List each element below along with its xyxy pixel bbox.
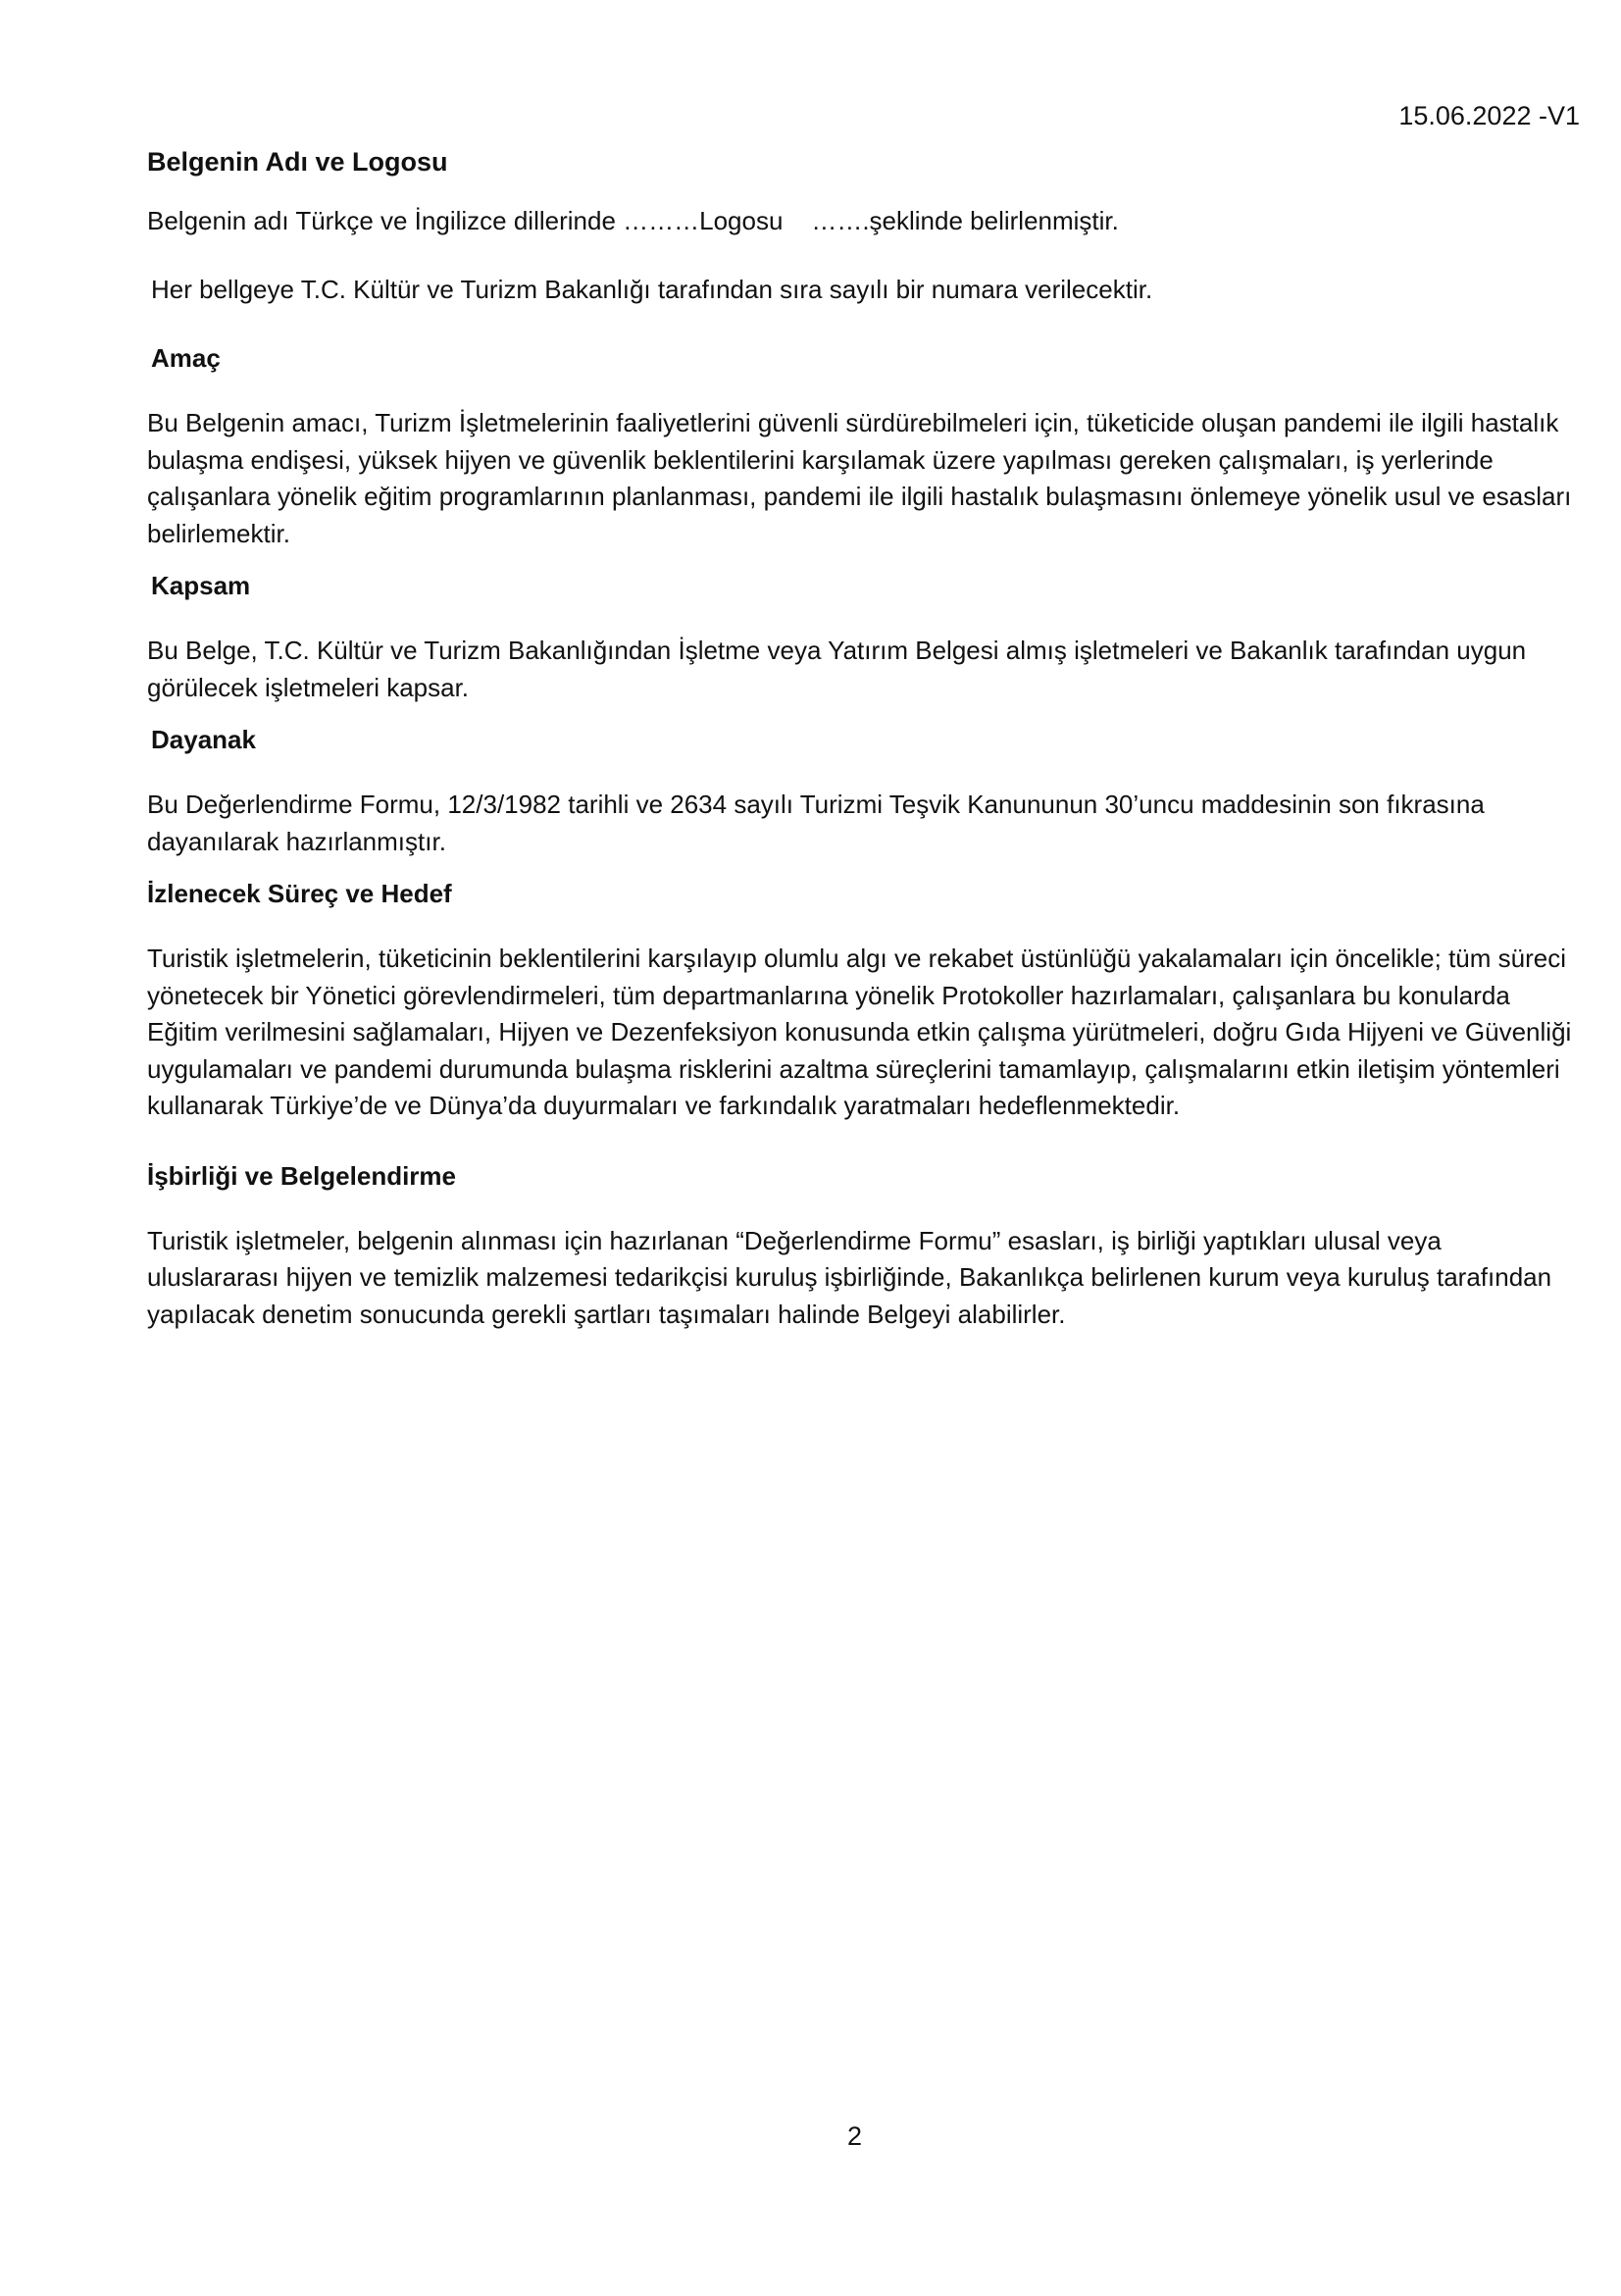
section-text-amac: Bu Belgenin amacı, Turizm İşletmelerinin faaliyetlerini güvenli sürdürebilmeleri için, tüketicide oluşan pandemi ile ilgili hastalık bulaşma endişesi, yüksek hijyen ve güvenlik beklentilerini karşılamak üzere yapılması gereken çalışmaları, iş yerlerinde çalışanlara yönelik eğitim programlarının planlanması, pandemi ile ilgili hastalık bulaşmasını önlemeye yönelik usul ve esasları belirlemektir. xyxy=(147,408,1572,548)
section-text-isbirligi: Turistik işletmeler, belgenin alınması için hazırlanan “Değerlendirme Formu” esasları, iş birliği yaptıkları ulusal veya uluslararası hijyen ve temizlik malzemesi tedarikçisi kuruluş işbirliğinde, Bakanlıkça belirlenen kurum veya kuruluş tarafından yapılacak denetim sonucunda gerekli şartları taşımaları halinde Belgeyi alabilirler. xyxy=(147,1225,1552,1329)
section-text-surec: Turistik işletmelerin, tüketicinin beklentilerini karşılayıp olumlu algı ve rekabet üstünlüğü yakalamaları için öncelikle; tüm süreci yönetecek bir Yönetici görevlendirmeleri, tüm departmanlarına yönelik Protokoller hazırlamaları, çalışanlara bu konularda Eğitim verilmesini sağlamaları, Hijyen ve Dezenfeksiyon konusunda etkin çalışma yürütmeleri, doğru Gıda Hijyeni ve Güvenliği uygulamaları ve pandemi durumunda bulaşma risklerini azaltma süreçlerini tamamlayıp, çalışmalarını etkin iletişim yöntemleri kullanarak Türkiye’de ve Dünya’da duyurmaları ve farkındalık yaratmaları hedeflenmektedir. xyxy=(147,944,1572,1120)
name-line: Belgenin adı Türkçe ve İngilizce dillerinde ………Logosu …….şeklinde belirlenmiştir. xyxy=(147,206,1119,235)
section-heading-kapsam: Kapsam xyxy=(151,571,251,600)
section-heading-dayanak: Dayanak xyxy=(151,725,256,754)
section-heading-surec: İzlenecek Süreç ve Hedef xyxy=(147,879,452,908)
section-heading-amac: Amaç xyxy=(151,343,221,373)
document-body xyxy=(147,134,1574,1349)
section-heading-isbirligi: İşbirliği ve Belgelendirme xyxy=(147,1160,456,1191)
page-number: 2 xyxy=(846,2121,863,2151)
number-line: Her bellgeye T.C. Kültür ve Turizm Bakanlığı tarafından sıra sayılı bir numara verilecektir. xyxy=(151,275,1153,304)
version-label: 15.06.2022 -V1 xyxy=(1398,101,1580,130)
section-text-kapsam: Bu Belge, T.C. Kültür ve Turizm Bakanlığından İşletme veya Yatırım Belgesi almış işletmeleri ve Bakanlık tarafından uygun görülecek işletmeleri kapsar. xyxy=(147,636,1527,702)
section-text-dayanak: Bu Değerlendirme Formu, 12/3/1982 tarihli ve 2634 sayılı Turizmi Teşvik Kanununun 30’uncu maddesinin son fıkrasına dayanılarak hazırlanmıştır. xyxy=(147,790,1485,856)
document-title: Belgenin Adı ve Logosu xyxy=(147,147,448,177)
